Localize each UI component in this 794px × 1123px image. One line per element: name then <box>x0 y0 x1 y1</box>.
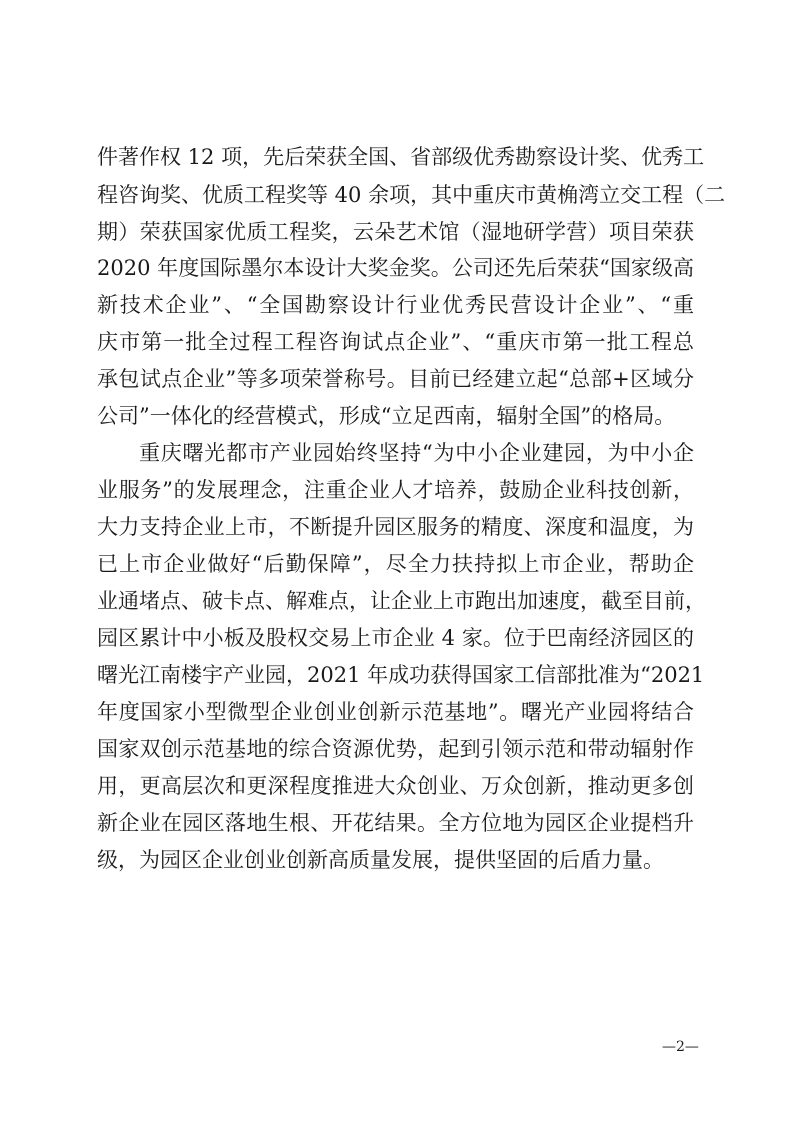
paragraph-2-line-5: 业通堵点、破卡点、解难点，让企业上市跑出加速度，截至目前， <box>97 589 706 613</box>
page-number: —2— <box>662 1039 699 1055</box>
paragraph-2-line-2: 业服务”的发展理念，注重企业人才培养，鼓励企业科技创新， <box>97 478 694 502</box>
paragraph-1-line-4: 2020 年度国际墨尔本设计大奖金奖。公司还先后荣获“国家级高 <box>97 256 694 280</box>
paragraph-2-line-3: 大力支持企业上市，不断提升园区服务的精度、深度和温度，为 <box>97 515 694 539</box>
paragraph-2-line-10: 用，更高层次和更深程度推进大众创业、万众创新，推动更多创 <box>97 774 694 798</box>
paragraph-1-line-1: 件著作权 12 项，先后荣获全国、省部级优秀勘察设计奖、优秀工 <box>97 145 705 169</box>
paragraph-1-line-7: 承包试点企业”等多项荣誉称号。目前已经建立起“总部+区域分 <box>97 367 694 391</box>
paragraph-1-line-5: 新技术企业”、“全国勘察设计行业优秀民营设计企业”、“重 <box>97 293 694 317</box>
paragraph-2-line-8: 年度国家小型微型企业创业创新示范基地”。曙光产业园将结合 <box>97 700 694 724</box>
paragraph-2-line-6: 园区累计中小板及股权交易上市企业 4 家。位于巴南经济园区的 <box>97 626 694 650</box>
paragraph-2-line-12: 级，为园区企业创业创新高质量发展，提供坚固的后盾力量。 <box>97 848 664 872</box>
paragraph-1-line-2: 程咨询奖、优质工程奖等 40 余项，其中重庆市黄桷湾立交工程（二 <box>97 183 726 207</box>
paragraph-2-line-7: 曙光江南楼宇产业园，2021 年成功获得国家工信部批准为“2021 <box>97 663 705 687</box>
paragraph-2-line-11: 新企业在园区落地生根、开花结果。全方位地为园区企业提档升 <box>97 811 694 835</box>
paragraph-2-line-1: 重庆曙光都市产业园始终坚持“为中小企业建园，为中小企 <box>139 441 694 465</box>
paragraph-1-line-6: 庆市第一批全过程工程咨询试点企业”、“重庆市第一批工程总 <box>97 330 694 354</box>
paragraph-1-line-3: 期）荣获国家优质工程奖，云朵艺术馆（湿地研学营）项目荣获 <box>97 220 694 244</box>
paragraph-2-line-9: 国家双创示范基地的综合资源优势，起到引领示范和带动辐射作 <box>97 737 694 761</box>
paragraph-1-line-8: 公司”一体化的经营模式，形成“立足西南，辐射全国”的格局。 <box>97 404 676 428</box>
paragraph-2-line-4: 已上市企业做好“后勤保障”，尽全力扶持拟上市企业，帮助企 <box>97 552 694 576</box>
